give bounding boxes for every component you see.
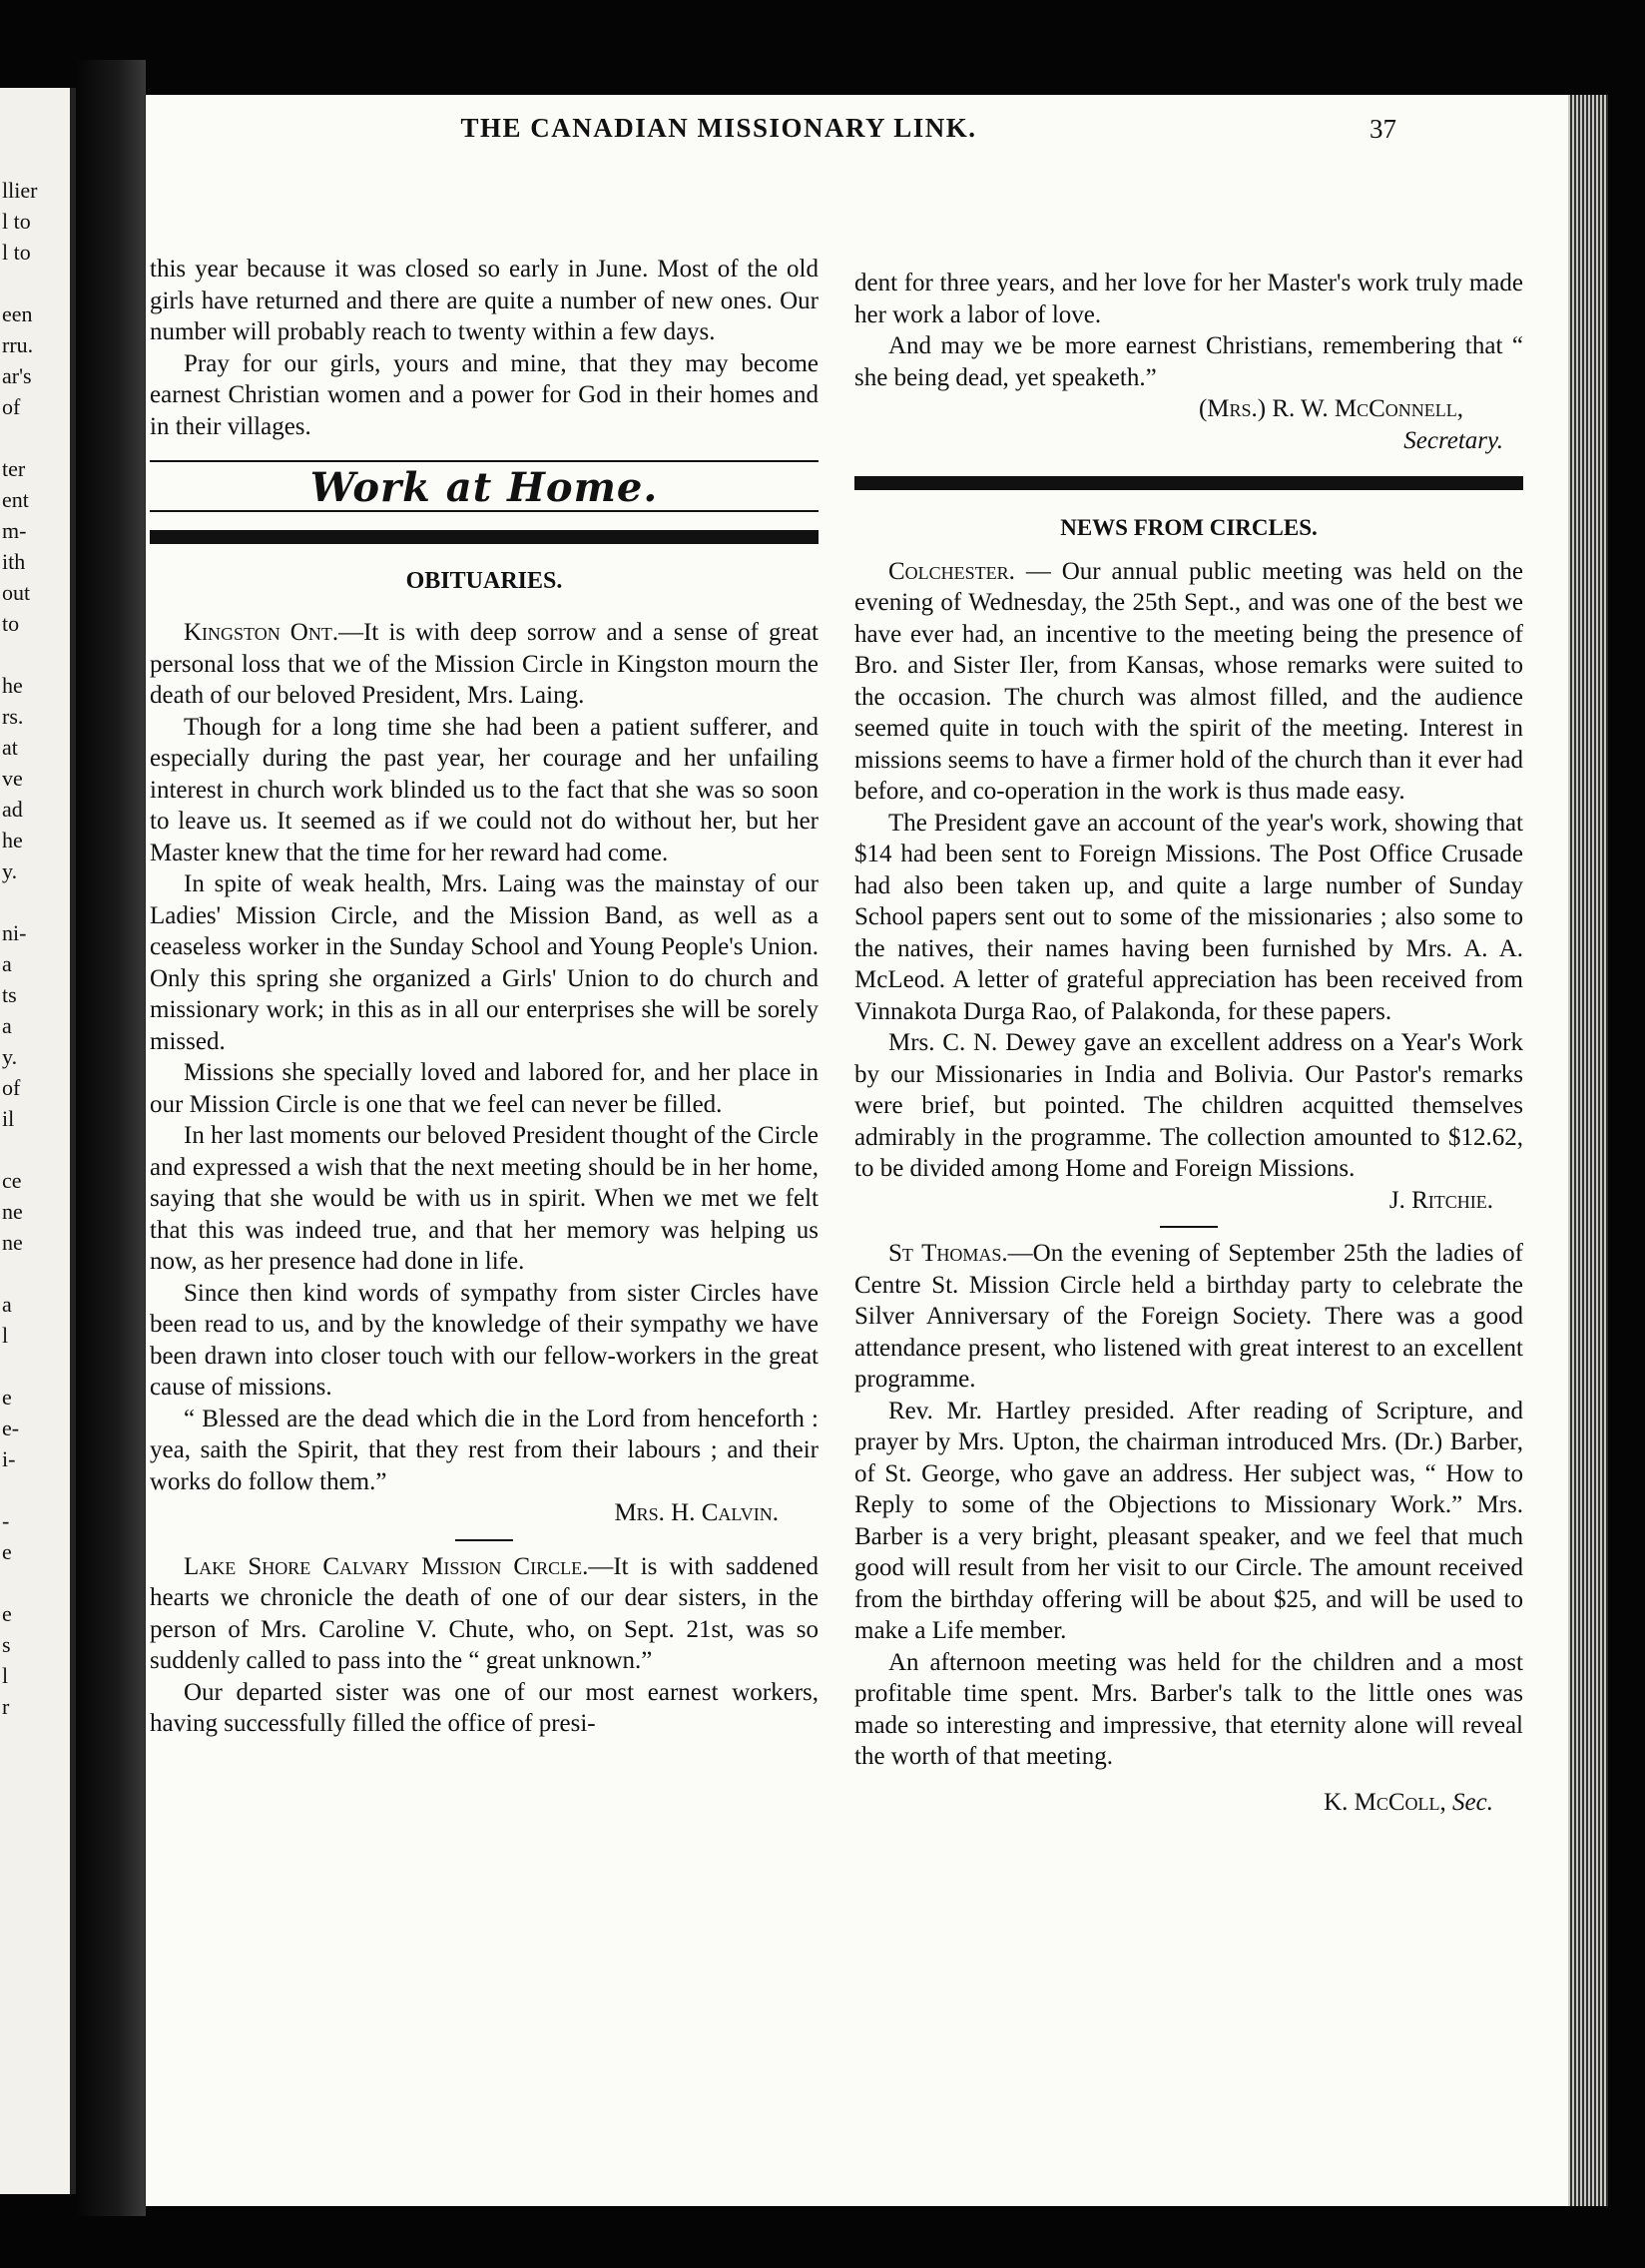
facing-page-line: ve <box>2 766 23 791</box>
facing-page-line: out <box>2 580 31 605</box>
facing-page-line: l <box>2 1323 9 1348</box>
facing-page-line: rru. <box>2 332 34 357</box>
colchester-paragraph <box>854 556 1523 808</box>
facing-page-line: of <box>2 1075 21 1100</box>
kingston-paragraph: Missions she specially loved and labored for, and her place in our Mission Circle is one that we feel can never be filled. <box>150 1059 819 1118</box>
lake-shore-paragraph <box>150 1551 819 1677</box>
kingston-text: —It is with deep sorrow and a sense of great personal loss that we of the Mission Circle in Kingston mourn the death of our beloved President, Mrs. Laing. <box>150 619 819 709</box>
heavy-rule <box>854 476 1523 490</box>
lake-shore-text: —It is with saddened hearts we chronicle the death of one of our dear sisters, in the person of Mrs. Caroline V. Chute, who, on Sept. 21st, was so suddenly called to pass into the “ great unknown.” <box>150 1552 819 1674</box>
facing-page-line: rs. <box>2 704 24 729</box>
facing-page-line: i- <box>2 1446 16 1471</box>
facing-page-fragment <box>0 88 76 2194</box>
st-thomas-text: —On the evening of September 25th the ladies of Centre St. Mission Circle held a birthday party to celebrate the Silver Anniversary of the Foreign Society. There was a good attendance present, who listened with great interest to an excellent programme. <box>854 1240 1523 1393</box>
facing-page-line: il <box>2 1106 15 1131</box>
facing-page-line: he <box>2 828 23 852</box>
colchester-text: — Our annual public meeting was held on the evening of Wednesday, the 25th Sept., and was one of the best we have ever had, an incentive to the meeting being the presence of Bro. and Sister Iler, from Kansas, whose remarks were suited to the occasion. The church was almost filled, and the audience seemed quite in touch with the spirit of the meeting. Interest in missions seems to have a firmer hold of the church than it ever had before, and co-operation in the work is thus made easy. <box>854 557 1523 805</box>
facing-page-line: een <box>2 301 33 326</box>
right-column <box>854 268 1523 1818</box>
heavy-rule <box>150 530 819 544</box>
kingston-place: Kingston Ont. <box>184 619 339 646</box>
page-number: 37 <box>1370 114 1396 144</box>
mccoll-name: K. McColl, <box>1324 1788 1446 1816</box>
section-title: Work at Home. <box>309 464 659 511</box>
mcconnell-signature: (Mrs.) R. W. McConnell, <box>1198 395 1463 422</box>
continuation-paragraph: dent for three years, and her love for her Master's work truly made her work a labor of love. <box>854 270 1523 328</box>
kingston-paragraph: In her last moments our beloved President thought of the Circle and expressed a wish that the next meeting should be in her home, saying that she would be with us in spirit. When we met we felt that this was indeed true, and that her memory was helping us now, as her presence had done in life. <box>150 1122 819 1275</box>
facing-page-line: e- <box>2 1416 20 1440</box>
facing-page-line: llier <box>2 178 38 203</box>
facing-page-line: ar's <box>2 363 32 388</box>
obituaries-heading: OBITUARIES. <box>405 567 563 594</box>
facing-page-line: to <box>2 611 20 636</box>
facing-page-line: ni- <box>2 920 27 945</box>
intro-paragraph: Pray for our girls, yours and mine, that they may become earnest Christian women and a power for God in their homes and in their villages. <box>150 349 819 440</box>
section-rule-top <box>150 460 819 462</box>
facing-page-line: he <box>2 673 23 698</box>
facing-page-line: - <box>2 1508 10 1533</box>
facing-page-line: e <box>2 1601 12 1626</box>
facing-page-line: y. <box>2 858 18 883</box>
st-thomas-paragraph: Rev. Mr. Hartley presided. After reading of Scripture, and prayer by Mrs. Upton, the chairman introduced Mrs. (Dr.) Barber, of St. George, who gave an address. Her subject was, “ How to Reply to some of the Objections to Missionary Work.” Mrs. Barber is a very bright, pleasant speaker, and we feel that much good will result from her visit to our Circle. The amount received from the birthday offering will be about $25, and will be used to make a Life member. <box>854 1397 1523 1644</box>
facing-page-line: of <box>2 394 21 419</box>
scripture-quote: “ Blessed are the dead which die in the Lord from henceforth : yea, saith the Spirit, that they rest from their labours ; and their works do follow them.” <box>150 1405 819 1495</box>
facing-page-line: ith <box>2 549 26 574</box>
facing-page-line: at <box>2 735 18 760</box>
kingston-paragraph: Though for a long time she had been a patient sufferer, and especially during the past year, her courage and her unfailing interest in church work blinded us to the fact that she was so soon to leave us. It seemed as if we could not do without her, but her Master knew that the time for her reward had come. <box>150 713 819 866</box>
lake-shore-paragraph: Our departed sister was one of our most earnest workers, having successfully filled the office of presi- <box>150 1678 819 1737</box>
st-thomas-place: St Thomas. <box>888 1240 1008 1267</box>
book-gutter <box>76 60 146 2216</box>
mccoll-signature <box>854 1787 1523 1819</box>
colchester-paragraph: The President gave an account of the year's work, showing that $14 had been sent to Foreign Missions. The Post Office Crusade had also been taken up, and quite a large number of Sunday School papers sent out to some of the missionaries ; also some to the natives, their names having been furnished by Mrs. A. A. McLeod. A letter of grateful appreciation has been received from Vinnakota Durga Rao, of Palakonda, for these papers. <box>854 809 1523 1025</box>
facing-page-line: e <box>2 1539 12 1564</box>
mccoll-title: Sec. <box>1452 1788 1493 1816</box>
facing-page-line: l <box>2 1663 9 1688</box>
kingston-paragraph <box>150 617 819 712</box>
mcconnell-title: Secretary. <box>1403 426 1503 454</box>
article-divider <box>455 1539 513 1541</box>
facing-page-line: l to <box>2 240 31 265</box>
kingston-paragraph: In spite of weak health, Mrs. Laing was the mainstay of our Ladies' Mission Circle, and the Mission Band, as well as a ceaseless worker in the Sunday School and Young People's Union. Only this spring she organized a Girls' Union to do church and missionary work; in this as in all our enterprises she will be sorely missed. <box>150 870 819 1055</box>
facing-page-line: ne <box>2 1199 23 1224</box>
facing-page-line: ent <box>2 487 29 512</box>
facing-page-line: e <box>2 1385 12 1410</box>
facing-page-line: a <box>2 951 12 976</box>
continuation-paragraph: And may we be more earnest Christians, remembering that “ she being dead, yet speaketh.” <box>854 332 1523 391</box>
facing-page-line: s <box>2 1632 11 1657</box>
intro-paragraph: this year because it was closed so early in June. Most of the old girls have returned and there are quite a number of new ones. Our number will probably reach to twenty within a few days. <box>150 256 819 345</box>
facing-page-line: a <box>2 1013 12 1038</box>
facing-page-line: ts <box>2 982 17 1007</box>
running-header: THE CANADIAN MISSIONARY LINK. <box>460 113 977 143</box>
facing-page-line: l to <box>2 209 31 234</box>
page-edges <box>1568 95 1608 2206</box>
calvin-signature: Mrs. H. Calvin. <box>614 1499 779 1526</box>
kingston-paragraph: Since then kind words of sympathy from sister Circles have been read to us, and by the knowledge of their sympathy we have been drawn into closer touch with our fellow-workers in the great cause of missions. <box>150 1279 819 1401</box>
colchester-paragraph: Mrs. C. N. Dewey gave an excellent address on a Year's Work by our Missionaries in India and Bolivia. Our Pastor's remarks were brief, but pointed. The children acquitted themselves admirably in the programme. The collection amounted to $12.62, to be divided among Home and Foreign Missions. <box>854 1029 1523 1182</box>
st-thomas-paragraph: An afternoon meeting was held for the children and a most profitable time spent. Mrs. Barber's talk to the little ones was made so interesting and impressive, that eternity alone will reveal the worth of that meeting. <box>854 1648 1523 1770</box>
facing-page-line: m- <box>2 518 27 543</box>
facing-page-line: ce <box>2 1168 22 1193</box>
facing-page-line: ad <box>2 797 23 822</box>
facing-page-line: r <box>2 1694 10 1719</box>
colchester-place: Colchester. <box>888 557 1015 585</box>
lake-shore-place: Lake Shore Calvary Mission Circle. <box>184 1552 589 1580</box>
st-thomas-paragraph <box>854 1238 1523 1396</box>
facing-page-line: ne <box>2 1230 23 1255</box>
facing-page-line: a <box>2 1292 12 1317</box>
article-divider <box>1160 1226 1218 1228</box>
ritchie-signature: J. Ritchie. <box>1388 1186 1493 1214</box>
facing-page-line: ter <box>2 456 26 481</box>
facing-page-line: y. <box>2 1044 18 1069</box>
left-column <box>150 254 819 1740</box>
news-heading: NEWS FROM CIRCLES. <box>1060 515 1318 540</box>
